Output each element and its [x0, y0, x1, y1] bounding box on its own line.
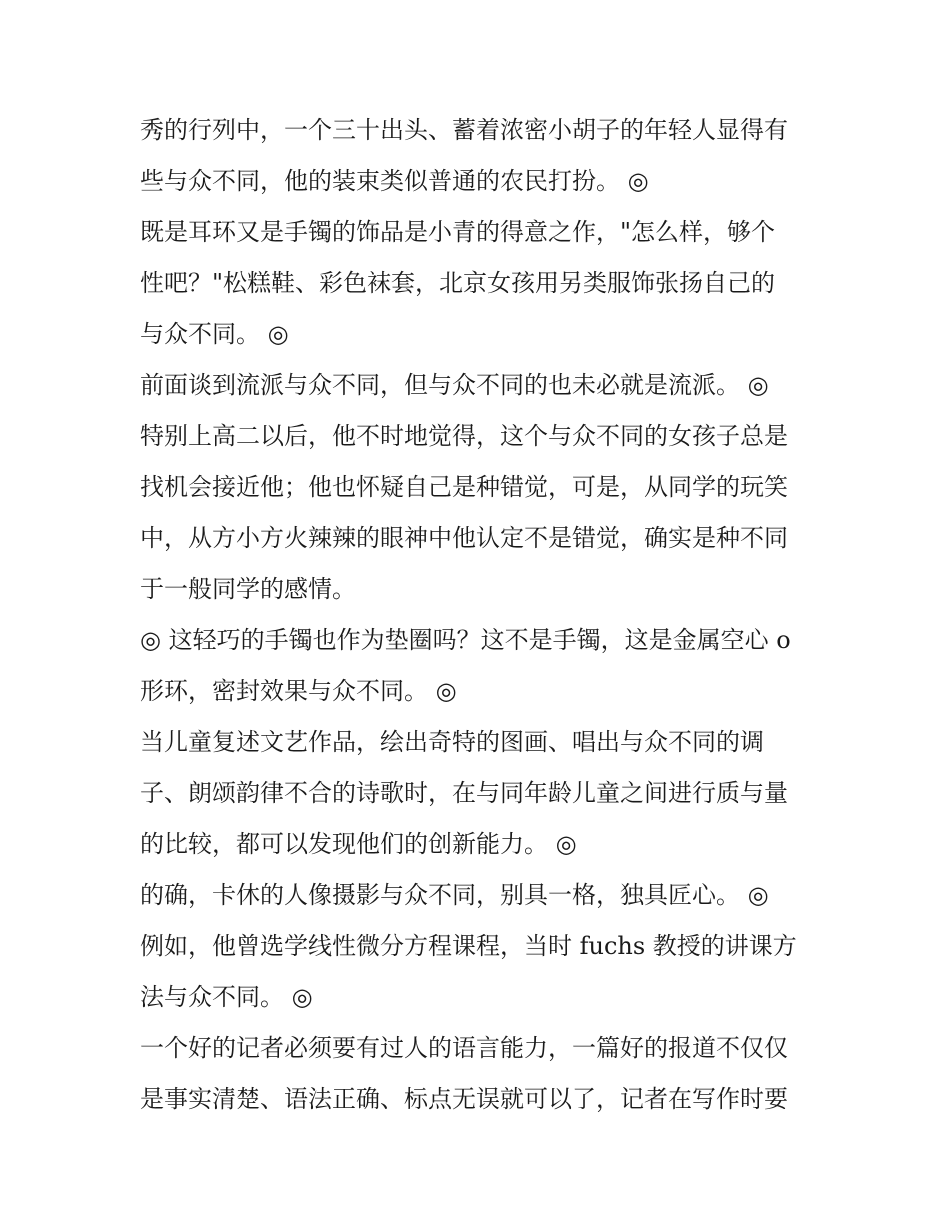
text-line-4: 性吧？"松糕鞋、彩色袜套，北京女孩用另类服饰张扬自己的 — [140, 269, 776, 297]
text-line-16: 的确，卡休的人像摄影与众不同，别具一格，独具匠心。 ◎ — [140, 881, 769, 909]
text-line-18: 法与众不同。 ◎ — [140, 983, 313, 1011]
text-line-2: 些与众不同，他的装束类似普通的农民打扮。 ◎ — [140, 167, 649, 195]
text-line-7: 特别上高二以后，他不时地觉得，这个与众不同的女孩子总是 — [140, 422, 788, 450]
text-line-5: 与众不同。 ◎ — [140, 320, 289, 348]
text-line-14: 子、朗颂韵律不合的诗歌时，在与同年龄儿童之间进行质与量 — [140, 779, 788, 807]
text-line-20: 是事实清楚、语法正确、标点无误就可以了，记者在写作时要 — [140, 1085, 788, 1113]
text-line-11: ◎ 这轻巧的手镯也作为垫圈吗？这不是手镯，这是金属空心 o — [140, 626, 791, 654]
text-line-13: 当儿童复述文艺作品，绘出奇特的图画、唱出与众不同的调 — [140, 728, 764, 756]
text-line-9: 中，从方小方火辣辣的眼神中他认定不是错觉，确实是种不同 — [140, 524, 788, 552]
text-line-17: 例如，他曾选学线性微分方程课程，当时 fuchs 教授的讲课方 — [140, 932, 797, 960]
text-line-6: 前面谈到流派与众不同，但与众不同的也未必就是流派。 ◎ — [140, 371, 769, 399]
text-line-15: 的比较，都可以发现他们的创新能力。 ◎ — [140, 830, 577, 858]
text-line-10: 于一般同学的感情。 — [140, 575, 356, 603]
document-page — [140, 105, 820, 1125]
text-line-3: 既是耳环又是手镯的饰品是小青的得意之作，"怎么样，够个 — [140, 218, 776, 246]
text-line-8: 找机会接近他；他也怀疑自己是种错觉，可是，从同学的玩笑 — [140, 473, 788, 501]
text-line-19: 一个好的记者必须要有过人的语言能力，一篇好的报道不仅仅 — [140, 1034, 788, 1062]
text-line-12: 形环，密封效果与众不同。 ◎ — [140, 677, 457, 705]
text-line-1: 秀的行列中，一个三十出头、蓄着浓密小胡子的年轻人显得有 — [140, 116, 788, 144]
